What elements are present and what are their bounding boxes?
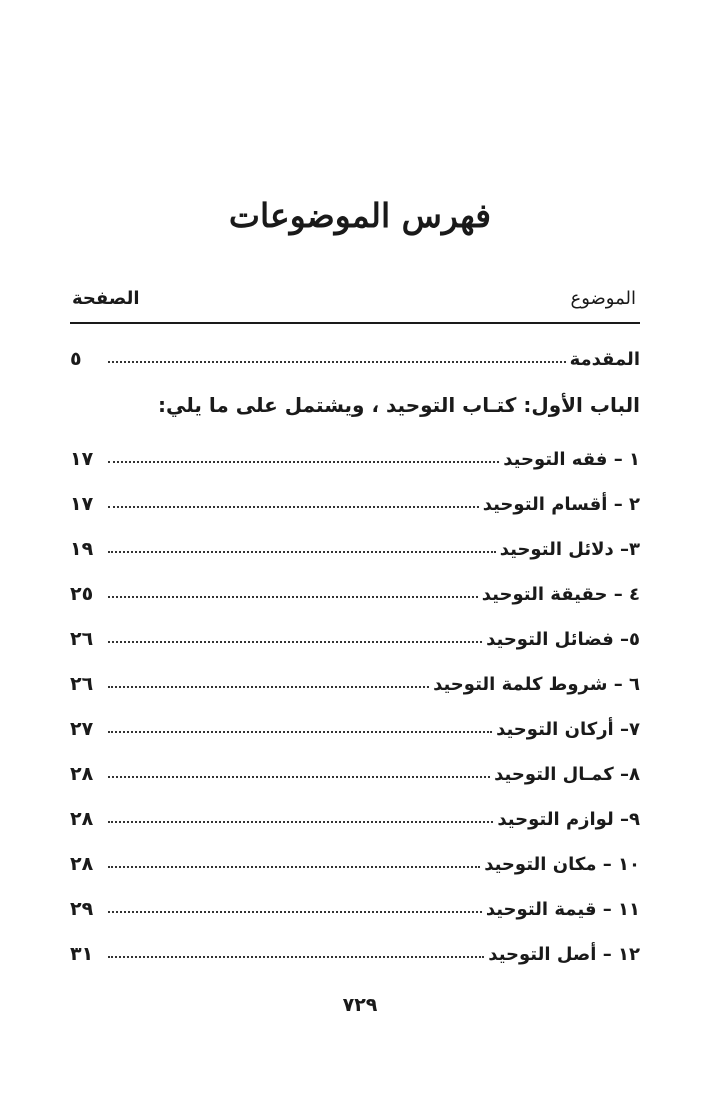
toc-entry xyxy=(70,931,640,965)
toc-entry-page: ٢٩ xyxy=(70,898,94,920)
toc-entry-intro xyxy=(70,336,640,370)
toc-entry-label: المقدمة xyxy=(569,349,640,370)
toc-entry-page: ٢٦ xyxy=(70,673,94,695)
topic-column-label: الموضوع xyxy=(570,288,636,309)
toc-entry xyxy=(70,886,640,920)
dot-leader xyxy=(108,641,482,643)
toc-entry-page: ١٧ xyxy=(70,448,94,470)
dot-leader xyxy=(108,821,493,823)
dot-leader xyxy=(108,551,496,553)
toc-entry xyxy=(70,616,640,650)
dot-leader xyxy=(108,461,499,463)
toc-entry xyxy=(70,661,640,695)
page-column-label: الصفحة xyxy=(72,288,140,309)
toc-entry-page: ٢٨ xyxy=(70,763,94,785)
toc-entry xyxy=(70,436,640,470)
toc-entry xyxy=(70,706,640,740)
header-rule xyxy=(70,322,640,324)
toc-entry-page: ٣١ xyxy=(70,943,94,965)
toc-entry xyxy=(70,481,640,515)
toc-entry-label: ٢ – أقسام التوحيد xyxy=(482,494,640,515)
dot-leader xyxy=(108,911,482,913)
dot-leader xyxy=(108,361,566,363)
toc-entry-label: ٣– دلائل التوحيد xyxy=(499,539,640,560)
toc-entry xyxy=(70,796,640,830)
toc-entry-page: ٢٥ xyxy=(70,583,94,605)
toc-entry-label: ٨– كمـال التوحيد xyxy=(494,764,640,785)
toc-entry-label: ١ – فقه التوحيد xyxy=(503,449,640,470)
page-title: فهرس الموضوعات xyxy=(228,196,492,235)
toc-entry-page: ٢٦ xyxy=(70,628,94,650)
dot-leader xyxy=(108,731,492,733)
toc-entry xyxy=(70,526,640,560)
page-number: ٧٢٩ xyxy=(342,994,378,1016)
toc-entry-label: ٥– فضائل التوحيد xyxy=(486,629,640,650)
toc-entry-page: ١٩ xyxy=(70,538,94,560)
toc-entry xyxy=(70,751,640,785)
dot-leader xyxy=(108,506,479,508)
toc-entry-page: ٥ xyxy=(70,348,82,370)
dot-leader xyxy=(108,866,480,868)
section-heading: الباب الأول: كتـاب التوحيد ، ويشتمل على ما يلي: xyxy=(158,393,640,417)
toc-entry-label: ٤ – حقيقة التوحيد xyxy=(481,584,640,605)
toc-entry-page: ١٧ xyxy=(70,493,94,515)
toc-entry-label: ١٢ – أصل التوحيد xyxy=(488,944,640,965)
column-header xyxy=(70,282,638,322)
toc-entry-page: ٢٧ xyxy=(70,718,94,740)
toc-entry-label: ١٠ – مكان التوحيد xyxy=(484,854,640,875)
toc-entry-label: ٩– لوازم التوحيد xyxy=(497,809,640,830)
toc-entry xyxy=(70,841,640,875)
toc-entry-label: ٧– أركان التوحيد xyxy=(496,719,640,740)
toc-entry-label: ٦ – شروط كلمة التوحيد xyxy=(433,674,640,695)
dot-leader xyxy=(108,686,429,688)
dot-leader xyxy=(108,596,478,598)
toc-entry-page: ٢٨ xyxy=(70,853,94,875)
toc-entry-page: ٢٨ xyxy=(70,808,94,830)
toc-entry-label: ١١ – قيمة التوحيد xyxy=(485,899,640,920)
dot-leader xyxy=(108,776,490,778)
dot-leader xyxy=(108,956,484,958)
toc-entry xyxy=(70,571,640,605)
